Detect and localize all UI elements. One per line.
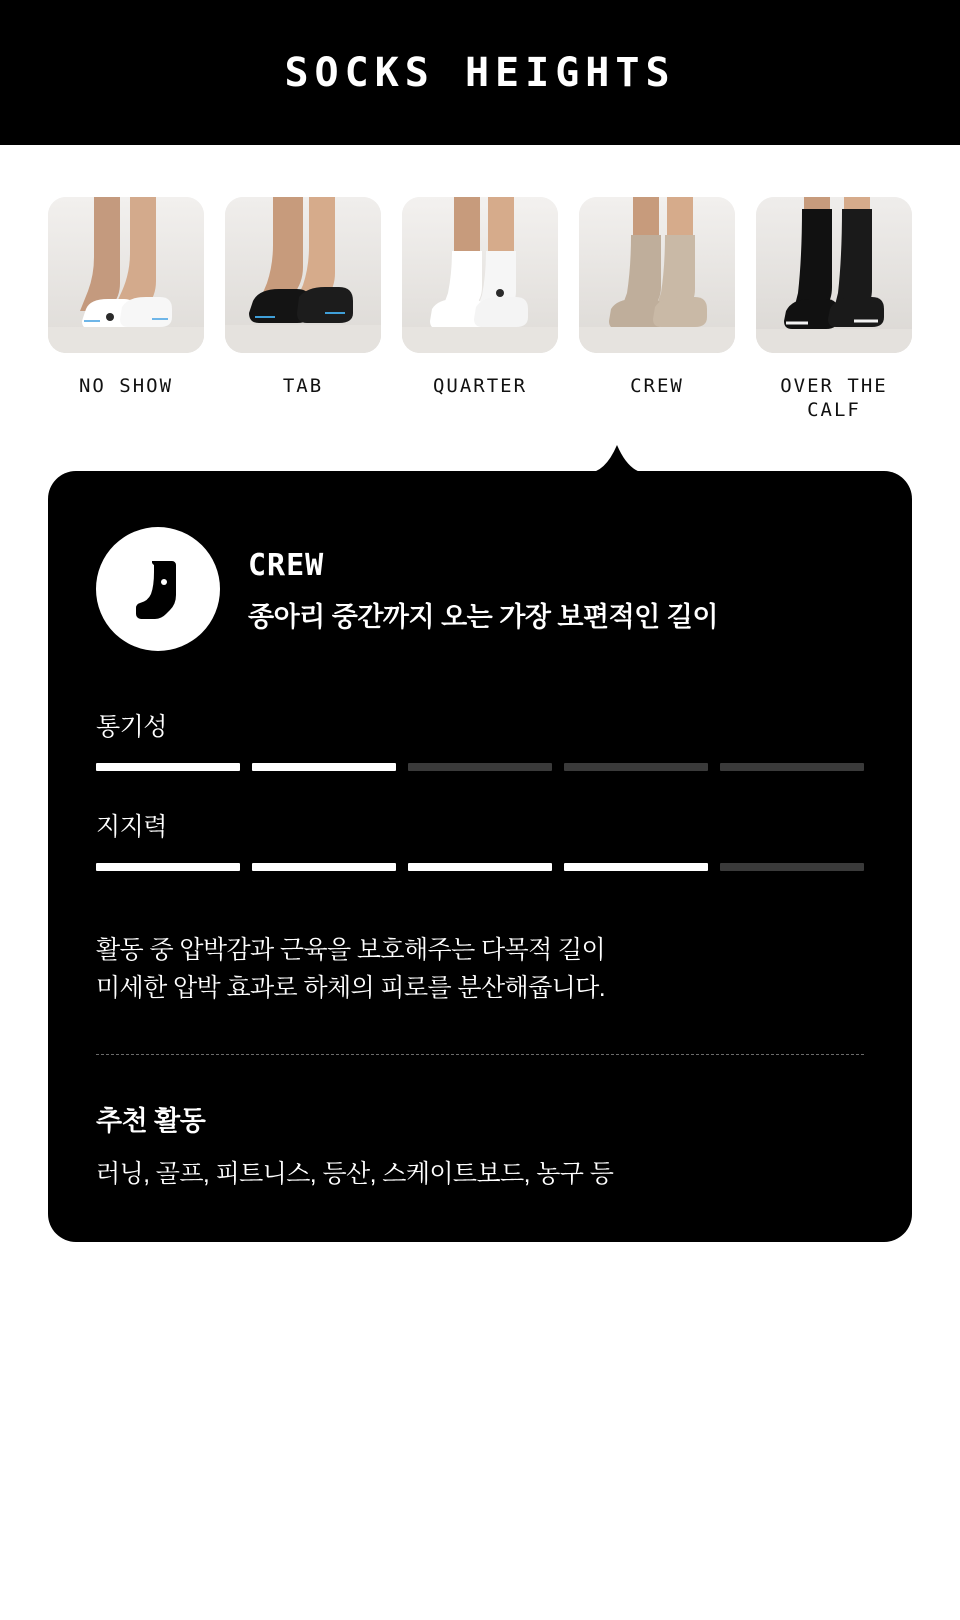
page-title: SOCKS HEIGHTS	[284, 49, 676, 96]
description-line: 미세한 압박 효과로 하체의 피로를 분산해줍니다.	[96, 974, 606, 1003]
meter-segment	[252, 863, 396, 871]
card-subtitle: 종아리 중간까지 오는 가장 보편적인 길이	[248, 601, 718, 632]
meter-label: 지지력	[96, 812, 167, 841]
page-header	[0, 0, 960, 145]
card-header	[96, 527, 864, 651]
sock-height-label: NO SHOW	[78, 375, 174, 397]
sock-height-option-no-show[interactable]	[48, 197, 204, 423]
sock-detail-card-wrapper	[48, 471, 912, 1243]
meter-segment	[720, 763, 864, 771]
sock-detail-card	[48, 471, 912, 1243]
sock-height-option-over-the-calf[interactable]	[756, 197, 912, 423]
sock-height-option-quarter[interactable]	[402, 197, 558, 423]
no-show-sock-photo	[48, 197, 204, 353]
meter-segment	[408, 863, 552, 871]
sock-height-label: CREW	[630, 375, 684, 397]
card-divider	[96, 1054, 864, 1055]
recommended-body: 러닝, 골프, 피트니스, 등산, 스케이트보드, 농구 등	[96, 1160, 614, 1188]
meter-segment	[96, 763, 240, 771]
over-the-calf-sock-photo	[756, 197, 912, 353]
meter-segment	[252, 763, 396, 771]
sock-height-option-tab[interactable]	[225, 197, 381, 423]
meter-segment	[408, 763, 552, 771]
sock-height-label: TAB	[282, 375, 324, 397]
sock-height-label: OVER THE CALF	[780, 375, 888, 421]
recommended-title: 추천 활동	[96, 1106, 206, 1136]
sock-height-option-crew[interactable]	[579, 197, 735, 423]
card-pointer-icon	[587, 443, 647, 473]
card-description	[96, 931, 864, 1009]
crew-sock-icon	[96, 527, 220, 651]
sock-height-label: QUARTER	[432, 375, 528, 397]
meter-segment	[96, 863, 240, 871]
tab-sock-photo	[225, 197, 381, 353]
sock-height-options	[0, 145, 960, 423]
meter-label: 통기성	[96, 712, 167, 741]
card-title: CREW	[248, 547, 325, 583]
meter-segment	[720, 863, 864, 871]
meter-segment	[564, 863, 708, 871]
meter-segment	[564, 763, 708, 771]
quarter-sock-photo	[402, 197, 558, 353]
crew-sock-photo	[579, 197, 735, 353]
meter-track	[96, 863, 864, 871]
meter-support	[96, 807, 864, 871]
recommended-activities	[96, 1099, 864, 1190]
attribute-meters	[96, 707, 864, 871]
meter-breathability	[96, 707, 864, 771]
meter-track	[96, 763, 864, 771]
description-line: 활동 중 압박감과 근육을 보호해주는 다목적 길이	[96, 935, 606, 964]
bottom-spacer	[0, 1242, 960, 1472]
